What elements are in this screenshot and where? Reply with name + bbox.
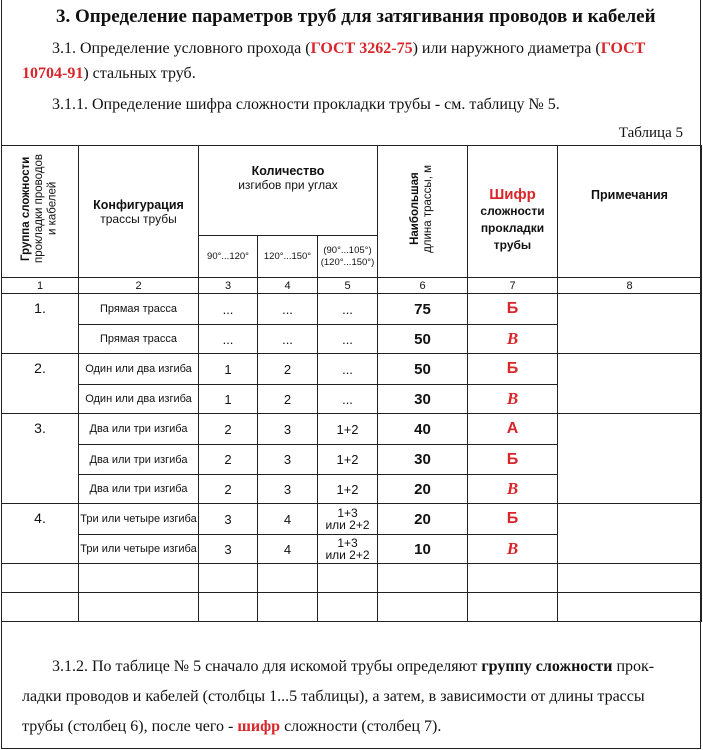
para-3-1-2-line1: 3.1.2. По таблице № 5 сначало для искомой трубы определяют группу сложности прок- [52, 658, 655, 675]
header-angle-1: 90°...120° [199, 236, 258, 278]
table-row: Один или два изгиба 1 2 ... 30 В [2, 385, 702, 414]
header-max-length: Наибольшая длина трассы, м [378, 146, 468, 278]
table-caption: Таблица 5 [618, 125, 683, 141]
header-config: Конфигурация трассы трубы [79, 146, 199, 278]
empty-row [2, 593, 702, 622]
para-3-1-2-line2: ладки проводов и кабелей (столбцы 1...5 таблицы), а затем, в зависимости от длины трассы [22, 688, 645, 705]
table-row: 1. Прямая трасса ... ... ... 75 Б [2, 294, 702, 325]
header-group: Группа сложности прокладки проводов и кабелей [2, 146, 79, 278]
table-row: 3. Два или три изгиба 2 3 1+2 40 А [2, 414, 702, 445]
table-row: 2. Один или два изгиба 1 2 ... 50 Б [2, 354, 702, 385]
para-3-1: 3.1. Определение условного прохода (ГОСТ 3262-75) или наружного диаметра (ГОСТ [52, 40, 646, 57]
section-heading: 3. Определение параметров труб для затягивания проводов и кабелей [56, 6, 656, 27]
table-row: Два или три изгиба 2 3 1+2 30 Б [2, 445, 702, 475]
table-row: 4. Три или четыре изгиба 3 4 1+3 или 2+2 20 Б [2, 504, 702, 535]
header-angle-2: 120°...150° [258, 236, 318, 278]
table-row: Прямая трасса ... ... ... 50 В [2, 325, 702, 354]
header-notes: Примечания [558, 146, 702, 278]
header-code: Шифр сложности прокладки трубы [468, 146, 558, 278]
empty-row [2, 564, 702, 593]
column-numbers-row: 1 2 3 4 5 6 7 8 [2, 278, 702, 294]
para-3-1-2-line3: трубы (столбец 6), после чего - шифр сложности (столбец 7). [22, 718, 442, 735]
pipe-complexity-table [1, 145, 702, 622]
table-row: Два или три изгиба 2 3 1+2 20 В [2, 475, 702, 504]
table-row: Три или четыре изгиба 3 4 1+3 или 2+2 10 В [2, 535, 702, 564]
para-3-1-cont: 10704-91) стальных труб. [22, 65, 196, 82]
para-3-1-1: 3.1.1. Определение шифра сложности прокладки трубы - см. таблицу № 5. [52, 96, 560, 113]
header-angle-3: (90°...105°) (120°...150°) [318, 236, 378, 278]
header-bends: Количество изгибов при углах [199, 146, 378, 236]
